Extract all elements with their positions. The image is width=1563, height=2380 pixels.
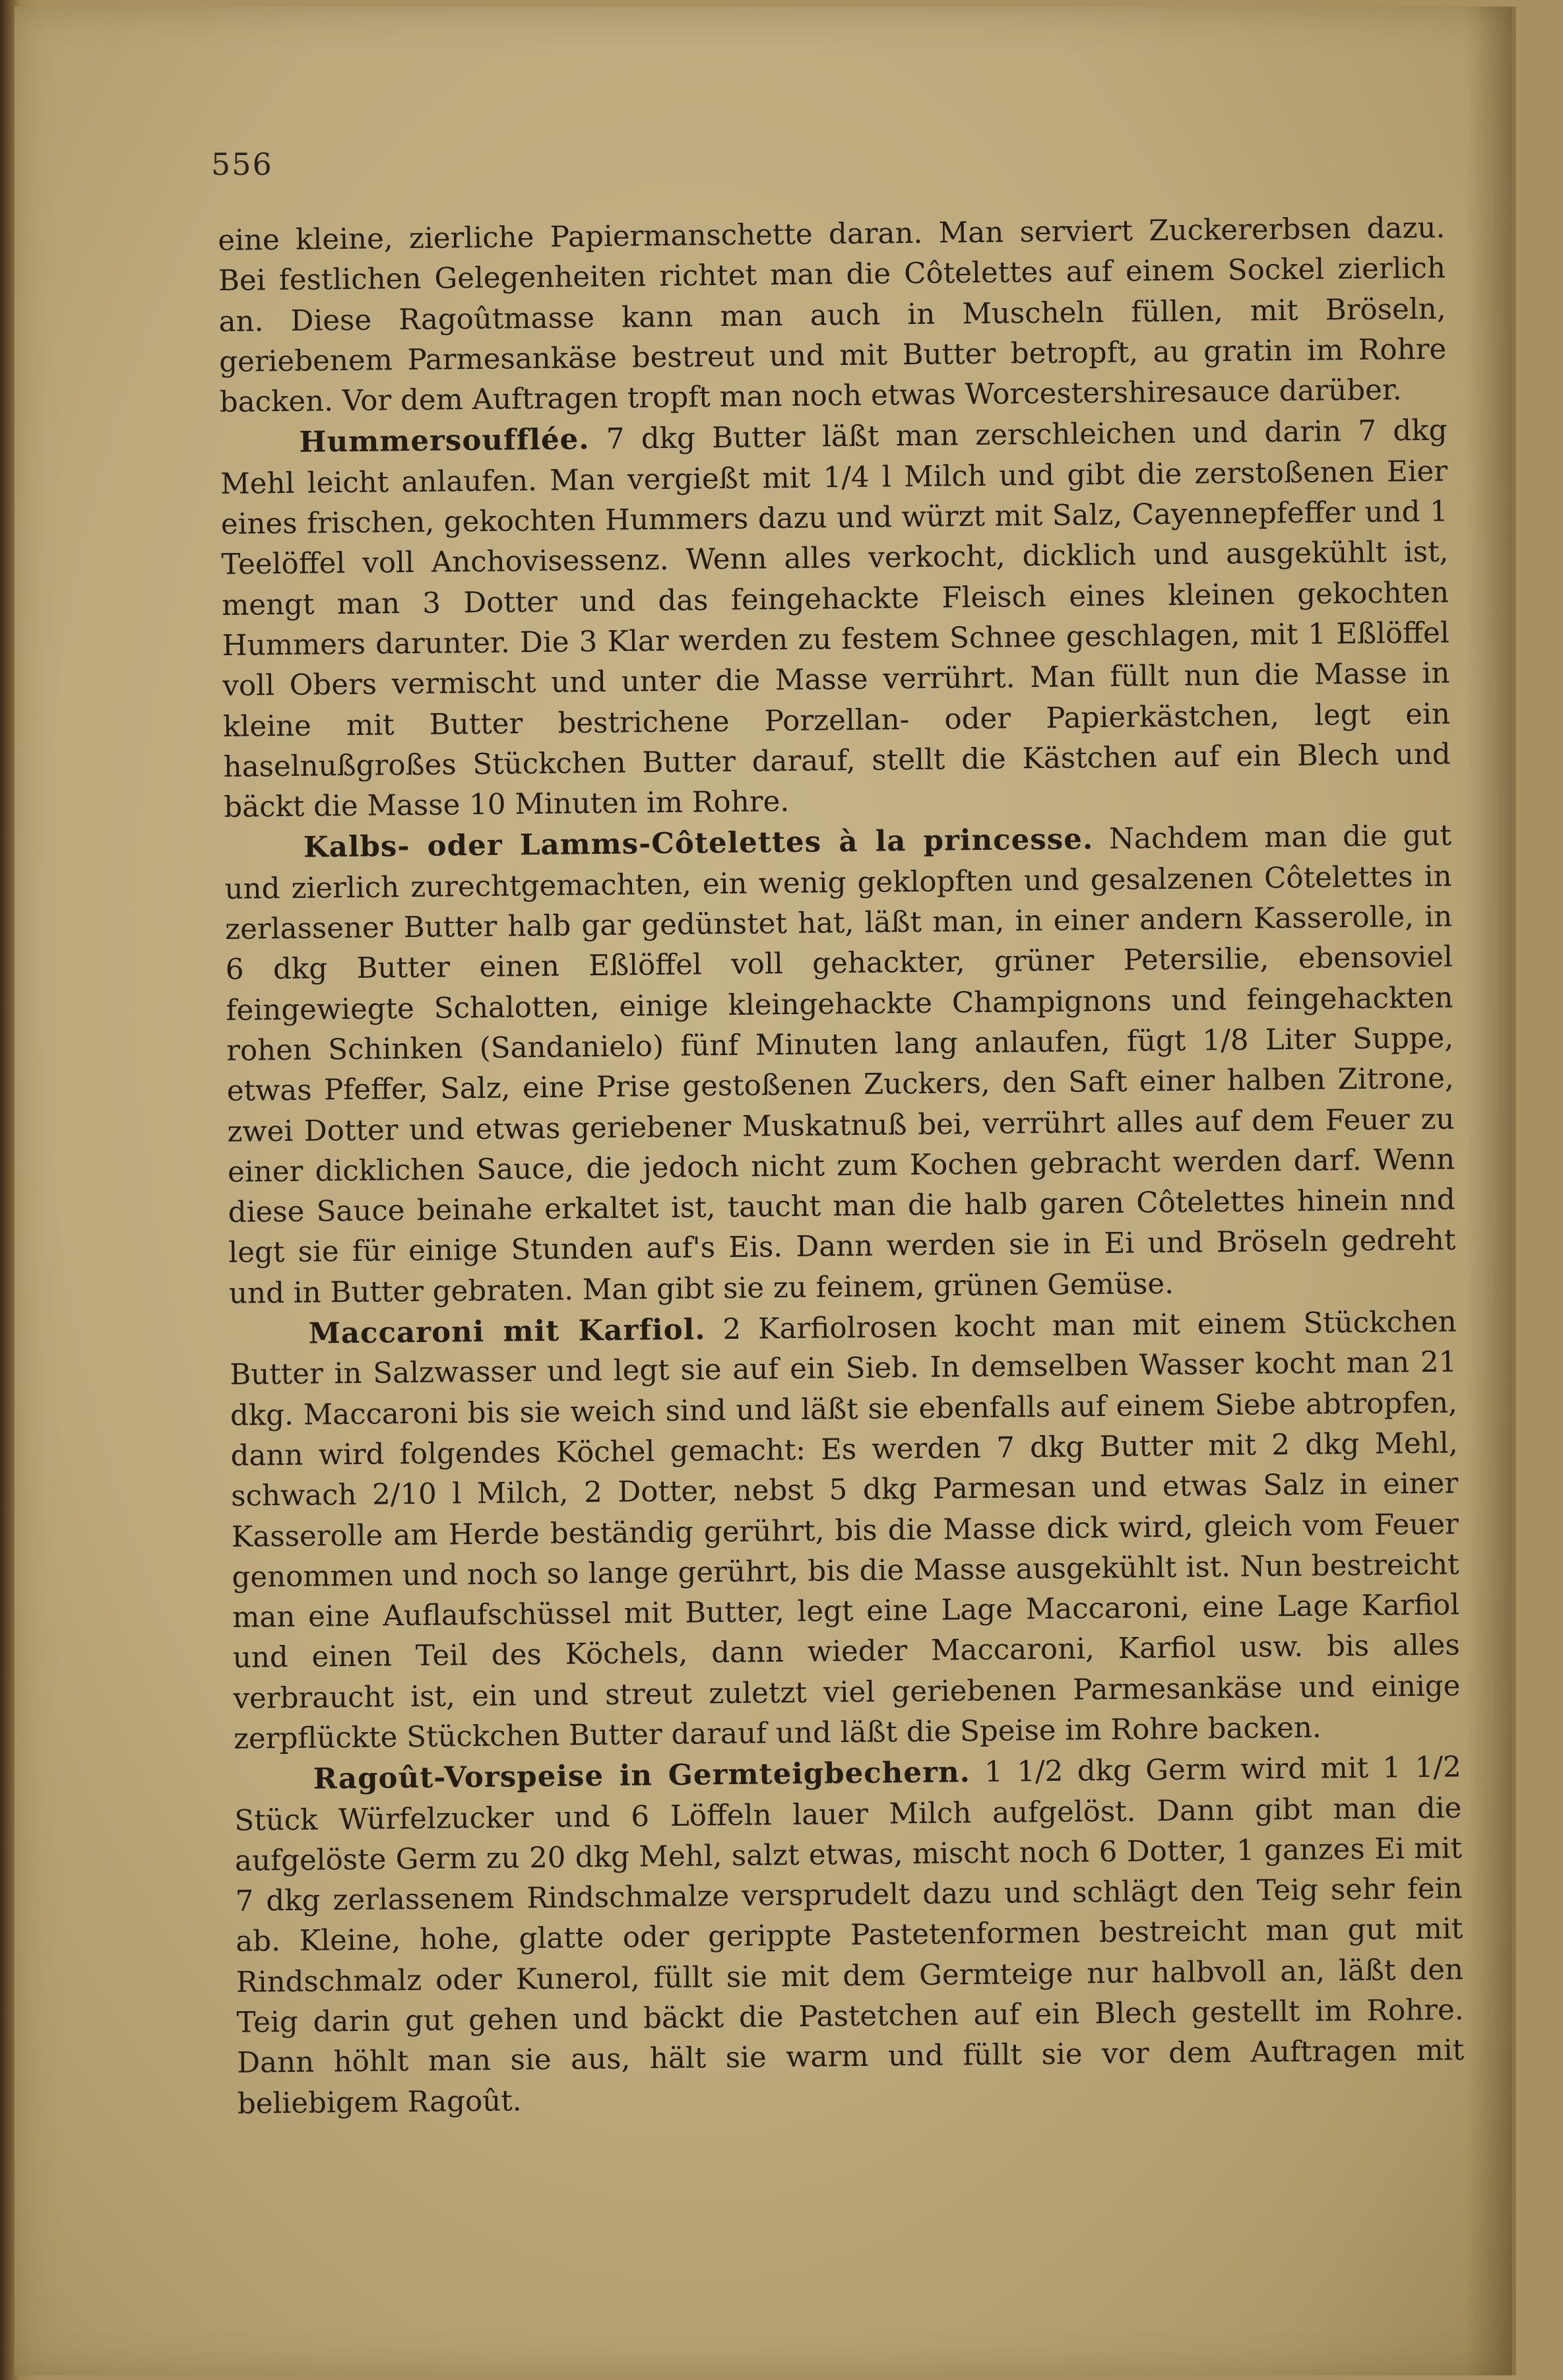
page-number: 556 (211, 146, 273, 182)
page-edge-shadow (1466, 7, 1512, 2375)
recipe-maccaroni (229, 1301, 1461, 1760)
paragraph-intro (218, 209, 1447, 424)
recipe-heading: Kalbs- oder Lamms-Côtelettes à la princesse. (303, 822, 1094, 865)
recipe-hummersoufflee (220, 410, 1451, 828)
paragraph-text: 1 1/2 dkg Germ wird mit 1 1/2 Stück Würfelzucker und 6 Löffeln lauer Milch aufgelöst. Dann gibt man die aufgelöste Germ zu 20 dkg Mehl, salzt etwas, mischt noch 6 Dotter, 1 ganzes Ei mit 7 dkg zerlassenem Rindschmalze versprudelt dazu und schlägt den Teig sehr fein ab. Kleine, hohe, glatte oder gerippte Pastetenformen bestreicht man gut mit Rindschmalz oder Kunerol, füllt sie mit dem Germteige nur halbvoll an, läßt den Teig darin gut gehen und bäckt die Pastetchen auf ein Blech gestellt im Rohre. Dann höhlt man sie aus, hält sie warm und füllt sie vor dem Auftragen mit beliebigem Ragoût. (234, 1751, 1465, 2121)
paragraph-text: eine kleine, zierliche Papiermanschette daran. Man serviert Zuckererbsen dazu. Bei festlichen Gelegenheiten richtet man die Côtelettes auf einem Sockel zierlich an. Diese Ragoûtmasse kann man auch in Muscheln füllen, mit Bröseln, geriebenem Parmesankäse bestreut und mit Butter betropft, au gratin im Rohre backen. Vor dem Auftragen tropft man noch etwas Worcestershiresauce darüber. (218, 211, 1447, 420)
recipe-heading: Maccaroni mit Karfiol. (308, 1312, 706, 1351)
recipe-heading: Ragoût-Vorspeise in Germteigbechern. (313, 1755, 971, 1796)
paragraph-text: 7 dkg Butter läßt man zerschleichen und darin 7 dkg Mehl leicht anlaufen. Man vergießt mit 1/4 l Milch und gibt die zerstoßenen Eier eines frischen, gekochten Hummers dazu und würzt mit Salz, Cayennepfeffer und 1 Teelöffel voll Anchovisessenz. Wenn alles verkocht, dicklich und ausgekühlt ist, mengt man 3 Dotter und das feingehackte Fleisch eines kleinen gekochten Hummers darunter. Die 3 Klar werden zu festem Schnee geschlagen, mit 1 Eßlöffel voll Obers vermischt und unter die Masse verrührt. Man füllt nun die Masse in kleine mit Butter bestrichene Porzellan- oder Papierkästchen, legt ein haselnußgroßes Stückchen Butter darauf, stellt die Kästchen auf ein Blech und bäckt die Masse 10 Minuten im Rohre. (220, 414, 1451, 825)
recipe-text (218, 209, 1465, 2125)
recipe-ragout (234, 1747, 1465, 2125)
recipe-cotelettes (224, 816, 1457, 1314)
paragraph-text: Nachdem man die gut und zierlich zurechtgemachten, ein wenig geklopften und gesalzenen Côtelettes in zerlassener Butter halb gar gedünstet hat, läßt man, in einer andern Kasserolle, in 6 dkg Butter einen Eßlöffel voll gehackter, grüner Petersilie, ebensoviel feingewiegte Schalotten, einige kleingehackte Champignons und feingehackten rohen Schinken (Sandanielo) fünf Minuten lang anlaufen, fügt 1/8 Liter Suppe, etwas Pfeffer, Salz, eine Prise gestoßenen Zuckers, den Saft einer halben Zitrone, zwei Dotter und etwas geriebener Muskatnuß bei, verrührt alles auf dem Feuer zu einer dicklichen Sauce, die jedoch nicht zum Kochen gebracht werden darf. Wenn diese Sauce beinahe erkaltet ist, taucht man die halb garen Côtelettes hinein nnd legt sie für einige Stunden auf's Eis. Dann werden sie in Ei und Bröseln gedreht und in Butter gebraten. Man gibt sie zu feinem, grünen Gemüse. (224, 819, 1456, 1310)
paragraph-text: 2 Karfiolrosen kocht man mit einem Stückchen Butter in Salzwasser und legt sie auf ein Sieb. In demselben Wasser kocht man 21 dkg. Maccaroni bis sie weich sind und läßt sie ebenfalls auf einem Siebe abtropfen, dann wird folgendes Köchel gemacht: Es werden 7 dkg Butter mit 2 dkg Mehl, schwach 2/10 l Milch, 2 Dotter, nebst 5 dkg Parmesan und etwas Salz in einer Kasserolle am Herde beständig gerührt, bis die Masse dick wird, gleich vom Feuer genommen und noch so lange gerührt, bis die Masse ausgekühlt ist. Nun bestreicht man eine Auflaufschüssel mit Butter, legt eine Lage Maccaroni, eine Lage Karfiol und einen Teil des Köchels, dann wieder Maccaroni, Karfiol usw. bis alles verbraucht ist, ein und streut zuletzt viel geriebenen Parmesankäse und einige zerpflückte Stückchen Butter darauf und läßt die Speise im Rohre backen. (230, 1305, 1461, 1756)
recipe-heading: Hummersoufflée. (299, 422, 590, 460)
